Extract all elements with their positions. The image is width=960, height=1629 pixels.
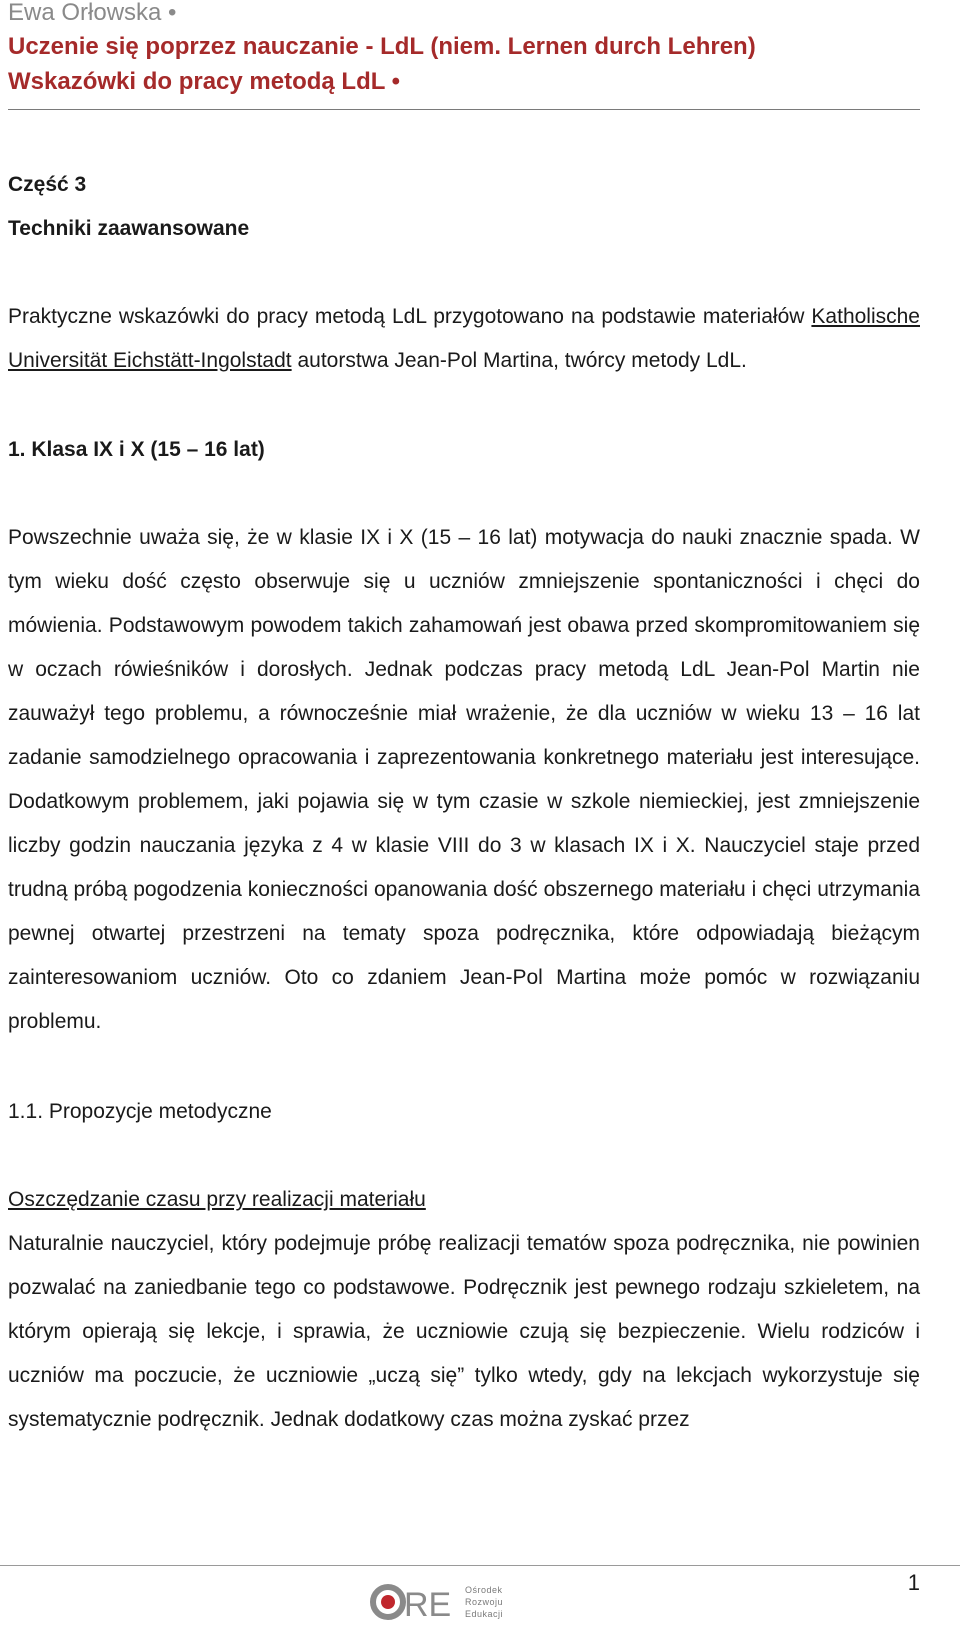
intro-text-1: Praktyczne wskazówki do pracy metodą LdL przygotowano na podstawie materiałów	[8, 305, 812, 328]
logo-caption-3: Edukacji	[465, 1609, 504, 1619]
author-line: Ewa Orłowska •	[8, 0, 177, 26]
intro-text-2: autorstwa Jean-Pol Martina, twórcy metody LdL.	[291, 349, 747, 372]
university-link[interactable]: Katholische Universität Eichstätt-Ingolstadt	[8, 305, 920, 372]
logo-dot	[381, 1595, 395, 1609]
ore-logo	[368, 1580, 528, 1624]
footer-divider	[0, 1565, 960, 1566]
page-number: 1	[907, 1570, 920, 1595]
section-subtitle: Techniki zaawansowane	[8, 217, 250, 240]
intro-paragraph	[8, 295, 920, 383]
header-divider	[8, 109, 920, 110]
body-paragraph-1: Powszechnie uważa się, że w klasie IX i X (15 – 16 lat) motywacja do nauki znacznie spada. W tym wieku dość często obserwuje się u uczniów zmniejszenie spontaniczności i chęci do mówienia. Podstawowym powodem takich zahamowań jest obawa przed skompromitowaniem się w oczach rówieśników i dorosłych. Jednak podczas pracy metodą LdL Jean-Pol Martin nie zauważył tego problemu, a równocześnie miał wrażenie, że dla uczniów w wieku 13 – 16 lat zadanie samodzielnego opracowania i zaprezentowania konkretnego materiału jest interesujące. Dodatkowym problemem, jaki pojawia się w tym czasie w szkole niemieckiej, jest zmniejszenie liczby godzin nauczania języka z 4 w klasie VIII do 3 w klasach IX i X. Nauczyciel staje przed trudną próbą pogodzenia konieczności opanowania dość obszernego materiału i chęci utrzymania pewnej otwartej przestrzeni na tematy spoza podręcznika, które odpowiadają bieżącym zainteresowaniom uczniów. Oto co zdaniem Jean-Pol Martina może pomóc w rozwiązaniu problemu.	[8, 526, 920, 1033]
logo-caption-2: Rozwoju	[465, 1597, 504, 1607]
document-title: Uczenie się poprzez nauczanie - LdL (niem. Lernen durch Lehren)	[8, 33, 756, 60]
body-paragraph-2: Naturalnie nauczyciel, który podejmuje próbę realizacji tematów spoza podręcznika, nie powinien pozwalać na zaniedbanie tego co podstawowe. Podręcznik jest pewnego rodzaju szkieletem, na którym opierają się lekcje, i sprawia, że uczniowie czują się bezpieczenie. Wielu rodziców i uczniów ma poczucie, że uczniowie „uczą się” tylko wtedy, gdy na lekcjach wykorzystuje się systematycznie podręcznik. Jednak dodatkowy czas można zyskać przez	[8, 1232, 920, 1431]
logo-letters: RE	[404, 1586, 452, 1624]
document-subtitle: Wskazówki do pracy metodą LdL •	[8, 68, 401, 95]
logo-caption-1: Ośrodek	[465, 1585, 503, 1595]
logo-caption	[465, 1584, 503, 1620]
ore-logo-icon	[368, 1580, 464, 1624]
heading-klasa: 1. Klasa IX i X (15 – 16 lat)	[8, 438, 265, 461]
part-heading: Część 3	[8, 173, 87, 196]
subheading-oszczedzanie	[8, 1185, 426, 1215]
subheading-text: Oszczędzanie czasu przy realizacji materiału	[8, 1188, 426, 1211]
heading-propozycje: 1.1. Propozycje metodyczne	[8, 1100, 272, 1123]
